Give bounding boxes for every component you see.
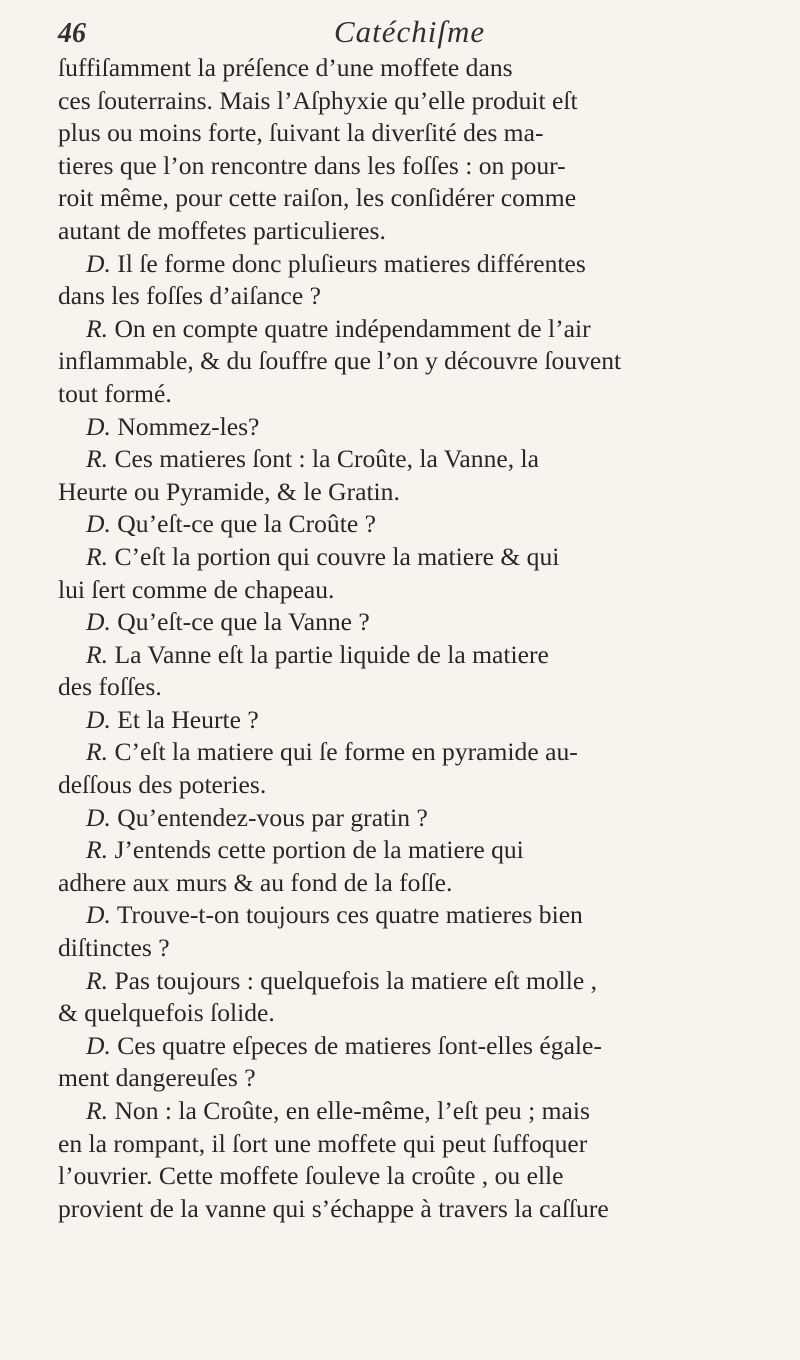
text-line — [58, 280, 760, 313]
text-line — [58, 704, 760, 737]
text-line — [58, 867, 760, 900]
text-line — [58, 215, 760, 248]
line-text: adhere aux murs & au fond de la foſſe. — [58, 867, 453, 897]
line-text: & quelquefois ſolide. — [58, 998, 275, 1028]
speaker-label: R. — [86, 541, 109, 571]
line-text: J’entends cette portion de la matiere qui — [108, 835, 524, 865]
speaker-label: R. — [86, 313, 109, 343]
line-text: l’ouvrier. Cette moffete ſouleve la croûte , ou elle — [58, 1161, 564, 1191]
text-line — [58, 997, 760, 1030]
line-text: La Vanne eſt la partie liquide de la matiere — [108, 639, 549, 669]
speaker-label: R. — [86, 835, 109, 865]
speaker-label: R. — [86, 737, 109, 767]
text-line — [58, 313, 760, 346]
text-line — [58, 802, 760, 835]
line-text: tieres que l’on rencontre dans les foſſes : on pour- — [58, 150, 566, 180]
text-line — [58, 476, 760, 509]
line-text: inflammable, & du ſouffre que l’on y découvre ſouvent — [58, 346, 622, 376]
speaker-label: R. — [86, 1096, 109, 1125]
line-text: C’eſt la portion qui couvre la matiere & qui — [108, 541, 560, 571]
line-text: provient de la vanne qui s’échappe à travers la caſſure — [58, 1193, 609, 1223]
text-line — [58, 248, 760, 281]
text-line — [58, 1062, 760, 1095]
line-text: Ces quatre eſpeces de matieres ſont-elles égale- — [110, 1030, 602, 1060]
text-line — [58, 345, 760, 378]
speaker-label: D. — [86, 607, 111, 637]
line-text: Qu’eſt-ce que la Vanne ? — [110, 607, 370, 637]
text-line — [58, 639, 760, 672]
text-line — [58, 574, 760, 607]
text-line — [58, 52, 760, 85]
speaker-label: D. — [86, 704, 111, 734]
speaker-label: R. — [86, 965, 109, 995]
text-line — [58, 965, 760, 998]
speaker-label: D. — [86, 802, 111, 832]
speaker-label: R. — [86, 444, 109, 474]
speaker-label: D. — [86, 509, 111, 539]
line-text: en la rompant, il ſort une moffete qui peut ſuffoquer — [58, 1128, 588, 1158]
page-body-text — [58, 52, 760, 1225]
text-line — [58, 541, 760, 574]
text-line — [58, 899, 760, 932]
text-line — [58, 834, 760, 867]
speaker-label: D. — [86, 411, 111, 441]
text-line — [58, 182, 760, 215]
line-text: ces ſouterrains. Mais l’Aſphyxie qu’elle produit eſt — [58, 85, 578, 115]
text-line — [58, 411, 760, 444]
line-text: Qu’entendez-vous par gratin ? — [110, 802, 428, 832]
text-line — [58, 736, 760, 769]
line-text: dans les foſſes d’aiſance ? — [58, 281, 321, 311]
running-title: Catéchiſme — [334, 14, 486, 49]
speaker-label: D. — [86, 248, 111, 278]
line-text: des foſſes. — [58, 672, 162, 702]
line-text: Il ſe forme donc pluſieurs matieres différentes — [110, 248, 586, 278]
line-text: Trouve-t-on toujours ces quatre matieres bien — [110, 900, 583, 930]
text-line — [58, 1128, 760, 1161]
text-line — [58, 1030, 760, 1063]
text-line — [58, 117, 760, 150]
page-number: 46 — [58, 18, 86, 49]
speaker-label: R. — [86, 639, 109, 669]
line-text: roit même, pour cette raiſon, les conſidérer comme — [58, 183, 577, 213]
line-text: Heurte ou Pyramide, & le Gratin. — [58, 476, 400, 506]
line-text: Pas toujours : quelquefois la matiere eſt molle , — [108, 965, 598, 995]
line-text: Ces matieres ſont : la Croûte, la Vanne, la — [108, 444, 540, 474]
text-line — [58, 85, 760, 118]
line-text: plus ou moins forte, ſuivant la diverſité des ma- — [58, 118, 544, 148]
line-text: C’eſt la matiere qui ſe forme en pyramide au- — [108, 737, 578, 767]
text-line — [58, 932, 760, 965]
line-text: Non : la Croûte, en elle-même, l’eſt peu ; mais — [108, 1096, 590, 1125]
text-line — [58, 769, 760, 802]
text-line — [58, 508, 760, 541]
line-text: On en compte quatre indépendamment de l’air — [108, 313, 591, 343]
text-line — [58, 378, 760, 411]
text-line — [58, 1193, 760, 1226]
line-text: ſuffiſamment la préſence d’une moffete dans — [58, 53, 513, 82]
line-text: ment dangereuſes ? — [58, 1063, 256, 1093]
text-line — [58, 671, 760, 704]
page-header — [58, 14, 760, 50]
text-line — [58, 1160, 760, 1193]
text-line — [58, 1095, 760, 1128]
line-text: Et la Heurte ? — [110, 704, 259, 734]
line-text: deſſous des poteries. — [58, 770, 267, 800]
text-line — [58, 606, 760, 639]
text-line — [58, 150, 760, 183]
line-text: Nommez-les? — [110, 411, 260, 441]
line-text: lui ſert comme de chapeau. — [58, 574, 335, 604]
line-text: diſtinctes ? — [58, 933, 170, 963]
line-text: Qu’eſt-ce que la Croûte ? — [110, 509, 376, 539]
text-line — [58, 443, 760, 476]
speaker-label: D. — [86, 1030, 111, 1060]
line-text: autant de moffetes particulieres. — [58, 215, 386, 245]
line-text: tout formé. — [58, 378, 172, 408]
speaker-label: D. — [86, 900, 111, 930]
